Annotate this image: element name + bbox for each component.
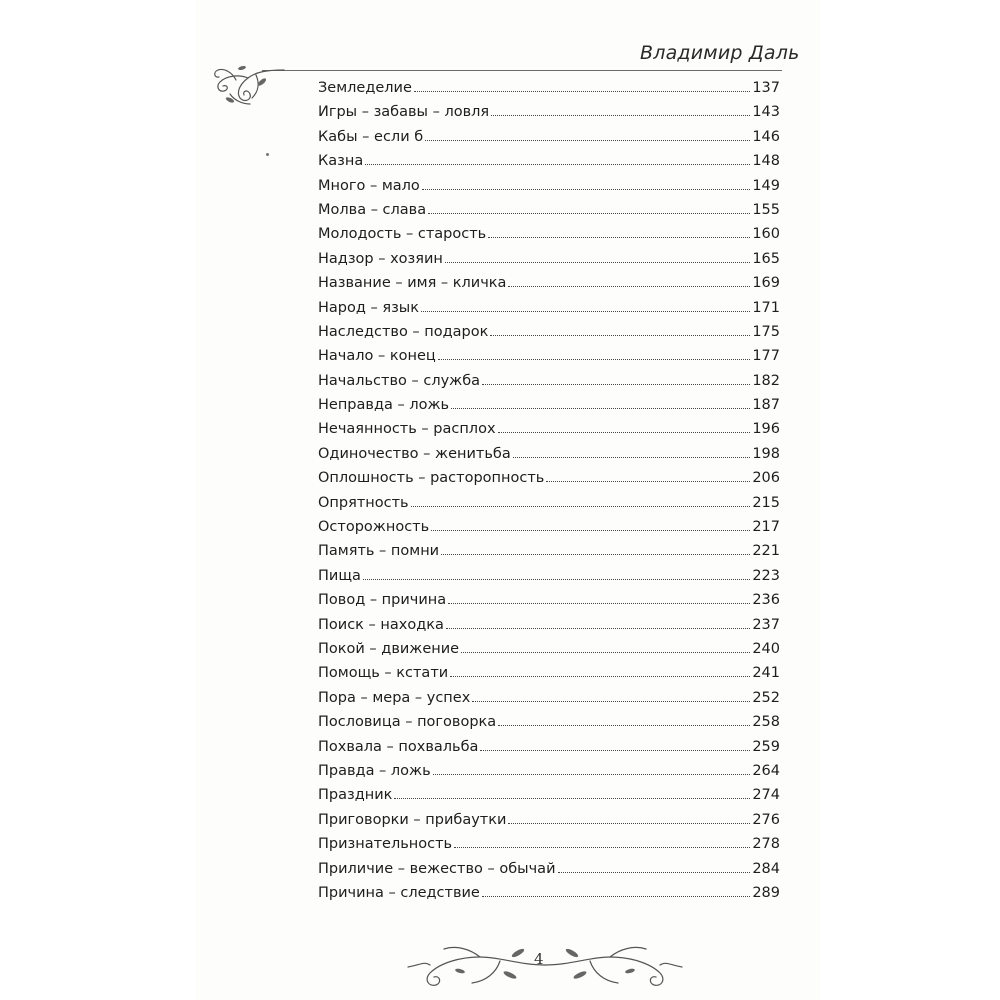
toc-entry-page: 289: [752, 884, 780, 901]
toc-entry: [318, 617, 780, 641]
toc-entry-page: 165: [752, 250, 780, 267]
toc-dot-leader: [482, 384, 750, 385]
toc-entry-title: Повод – причина: [318, 592, 447, 609]
toc-entry: [318, 421, 780, 445]
toc-entry-title: Память – помни: [318, 543, 440, 560]
toc-entry-page: 217: [752, 519, 780, 536]
toc-dot-leader: [546, 481, 750, 482]
toc-entry: [318, 519, 780, 543]
toc-dot-leader: [508, 823, 750, 824]
table-of-contents: [318, 80, 780, 909]
toc-entry: [318, 568, 780, 592]
toc-entry-page: 284: [752, 860, 780, 877]
header-rule: [262, 70, 782, 71]
toc-dot-leader: [365, 164, 750, 165]
toc-entry: [318, 495, 780, 519]
toc-entry-title: Покой – движение: [318, 640, 460, 657]
toc-entry-title: Неправда – ложь: [318, 397, 450, 414]
toc-entry-title: Похвала – похвальба: [318, 738, 479, 755]
floral-flourish-icon: [206, 58, 286, 108]
toc-entry-title: Надзор – хозяин: [318, 250, 443, 267]
toc-entry-title: Начало – конец: [318, 348, 436, 365]
toc-entry-page: 169: [752, 275, 780, 292]
toc-entry-page: 221: [752, 543, 780, 560]
toc-entry-page: 198: [752, 445, 780, 462]
toc-entry-title: Наследство – подарок: [318, 323, 489, 340]
toc-dot-leader: [498, 432, 751, 433]
toc-entry: [318, 373, 780, 397]
toc-dot-leader: [425, 140, 750, 141]
toc-entry-title: Много – мало: [318, 177, 420, 194]
toc-entry-title: Народ – язык: [318, 299, 419, 316]
toc-entry-title: Земледелие: [318, 80, 412, 96]
toc-entry: [318, 202, 780, 226]
toc-entry: [318, 836, 780, 860]
toc-entry-title: Приговорки – прибаутки: [318, 811, 507, 828]
toc-entry-page: 206: [752, 470, 780, 487]
toc-entry-title: Помощь – кстати: [318, 665, 449, 682]
toc-entry: [318, 226, 780, 250]
toc-entry-page: 137: [752, 80, 780, 96]
toc-entry: [318, 348, 780, 372]
toc-entry-page: 215: [752, 494, 780, 511]
toc-dot-leader: [490, 335, 750, 336]
toc-entry-page: 258: [752, 714, 780, 731]
toc-entry-page: 177: [752, 348, 780, 365]
toc-entry: [318, 641, 780, 665]
toc-entry: [318, 714, 780, 738]
toc-entry-page: 241: [752, 665, 780, 682]
floral-vignette-icon: [400, 935, 690, 995]
toc-entry: [318, 275, 780, 299]
toc-entry-page: 175: [752, 323, 780, 340]
toc-entry: [318, 787, 780, 811]
toc-entry-title: Правда – ложь: [318, 762, 431, 779]
toc-entry: [318, 690, 780, 714]
toc-entry-title: Пора – мера – успех: [318, 689, 471, 706]
toc-entry-title: Начальство – служба: [318, 372, 481, 389]
toc-dot-leader: [441, 554, 750, 555]
toc-entry: [318, 763, 780, 787]
toc-entry-title: Название – имя – кличка: [318, 275, 507, 292]
toc-entry: [318, 739, 780, 763]
toc-entry: [318, 885, 780, 909]
toc-entry-page: 236: [752, 592, 780, 609]
page-number: 4: [534, 950, 544, 968]
toc-entry-page: 149: [752, 177, 780, 194]
toc-entry-page: 171: [752, 299, 780, 316]
toc-entry-title: Пословица – поговорка: [318, 714, 497, 731]
toc-dot-leader: [363, 579, 750, 580]
toc-entry-page: 259: [752, 738, 780, 755]
toc-entry: [318, 543, 780, 567]
toc-entry: [318, 300, 780, 324]
toc-dot-leader: [491, 115, 750, 116]
toc-entry-title: Осторожность: [318, 519, 430, 536]
toc-entry: [318, 812, 780, 836]
toc-entry-page: 278: [752, 836, 780, 853]
toc-dot-leader: [450, 676, 750, 677]
toc-entry: [318, 178, 780, 202]
toc-dot-leader: [394, 798, 750, 799]
toc-dot-leader: [421, 311, 750, 312]
toc-entry-page: 148: [752, 153, 780, 170]
toc-entry-page: 143: [752, 104, 780, 121]
toc-entry-page: 146: [752, 128, 780, 145]
toc-entry-title: Поиск – находка: [318, 616, 444, 633]
toc-entry: [318, 470, 780, 494]
toc-dot-leader: [488, 237, 750, 238]
toc-dot-leader: [431, 530, 750, 531]
toc-entry-page: 252: [752, 689, 780, 706]
toc-entry-page: 223: [752, 567, 780, 584]
toc-dot-leader: [498, 725, 750, 726]
toc-entry-title: Нечаянность – расплох: [318, 421, 496, 438]
toc-dot-leader: [414, 91, 750, 92]
toc-entry-page: 276: [752, 811, 780, 828]
toc-dot-leader: [480, 750, 750, 751]
toc-dot-leader: [446, 628, 750, 629]
toc-entry: [318, 446, 780, 470]
toc-entry-page: 240: [752, 640, 780, 657]
toc-entry-page: 237: [752, 616, 780, 633]
toc-dot-leader: [482, 896, 750, 897]
toc-dot-leader: [513, 457, 751, 458]
toc-entry-title: Игры – забавы – ловля: [318, 104, 490, 121]
toc-entry: [318, 153, 780, 177]
toc-dot-leader: [558, 872, 751, 873]
toc-entry-title: Праздник: [318, 787, 393, 804]
toc-dot-leader: [461, 652, 750, 653]
toc-entry: [318, 129, 780, 153]
toc-entry-page: 187: [752, 397, 780, 414]
running-header-author: Владимир Даль: [640, 42, 800, 64]
toc-dot-leader: [445, 262, 750, 263]
toc-entry: [318, 324, 780, 348]
toc-dot-leader: [448, 603, 750, 604]
toc-entry: [318, 80, 780, 104]
toc-dot-leader: [433, 774, 751, 775]
toc-dot-leader: [428, 213, 750, 214]
toc-entry-title: Причина – следствие: [318, 884, 480, 901]
toc-entry-page: 264: [752, 762, 780, 779]
toc-dot-leader: [472, 701, 750, 702]
print-speck: [266, 153, 269, 156]
toc-entry-title: Казна: [318, 153, 364, 170]
toc-entry-page: 196: [752, 421, 780, 438]
toc-entry-page: 182: [752, 372, 780, 389]
toc-dot-leader: [411, 506, 751, 507]
toc-dot-leader: [451, 408, 750, 409]
toc-entry-title: Пища: [318, 567, 361, 584]
toc-entry: [318, 665, 780, 689]
toc-entry: [318, 861, 780, 885]
toc-dot-leader: [508, 286, 750, 287]
toc-entry-title: Признательность: [318, 836, 453, 853]
toc-entry-page: 155: [752, 201, 780, 218]
toc-entry-title: Молва – слава: [318, 201, 427, 218]
toc-entry-page: 274: [752, 787, 780, 804]
toc-entry-title: Оплошность – расторопность: [318, 470, 545, 487]
toc-dot-leader: [422, 189, 751, 190]
toc-dot-leader: [454, 847, 750, 848]
toc-entry-title: Приличие – вежество – обычай: [318, 860, 556, 877]
toc-entry-title: Кабы – если б: [318, 128, 424, 145]
toc-entry-title: Опрятность: [318, 494, 409, 511]
toc-entry: [318, 592, 780, 616]
toc-entry-title: Молодость – старость: [318, 226, 487, 243]
toc-entry-title: Одиночество – женитьба: [318, 445, 511, 462]
toc-entry: [318, 104, 780, 128]
toc-entry-page: 160: [752, 226, 780, 243]
toc-dot-leader: [438, 359, 751, 360]
toc-entry: [318, 397, 780, 421]
toc-entry: [318, 251, 780, 275]
